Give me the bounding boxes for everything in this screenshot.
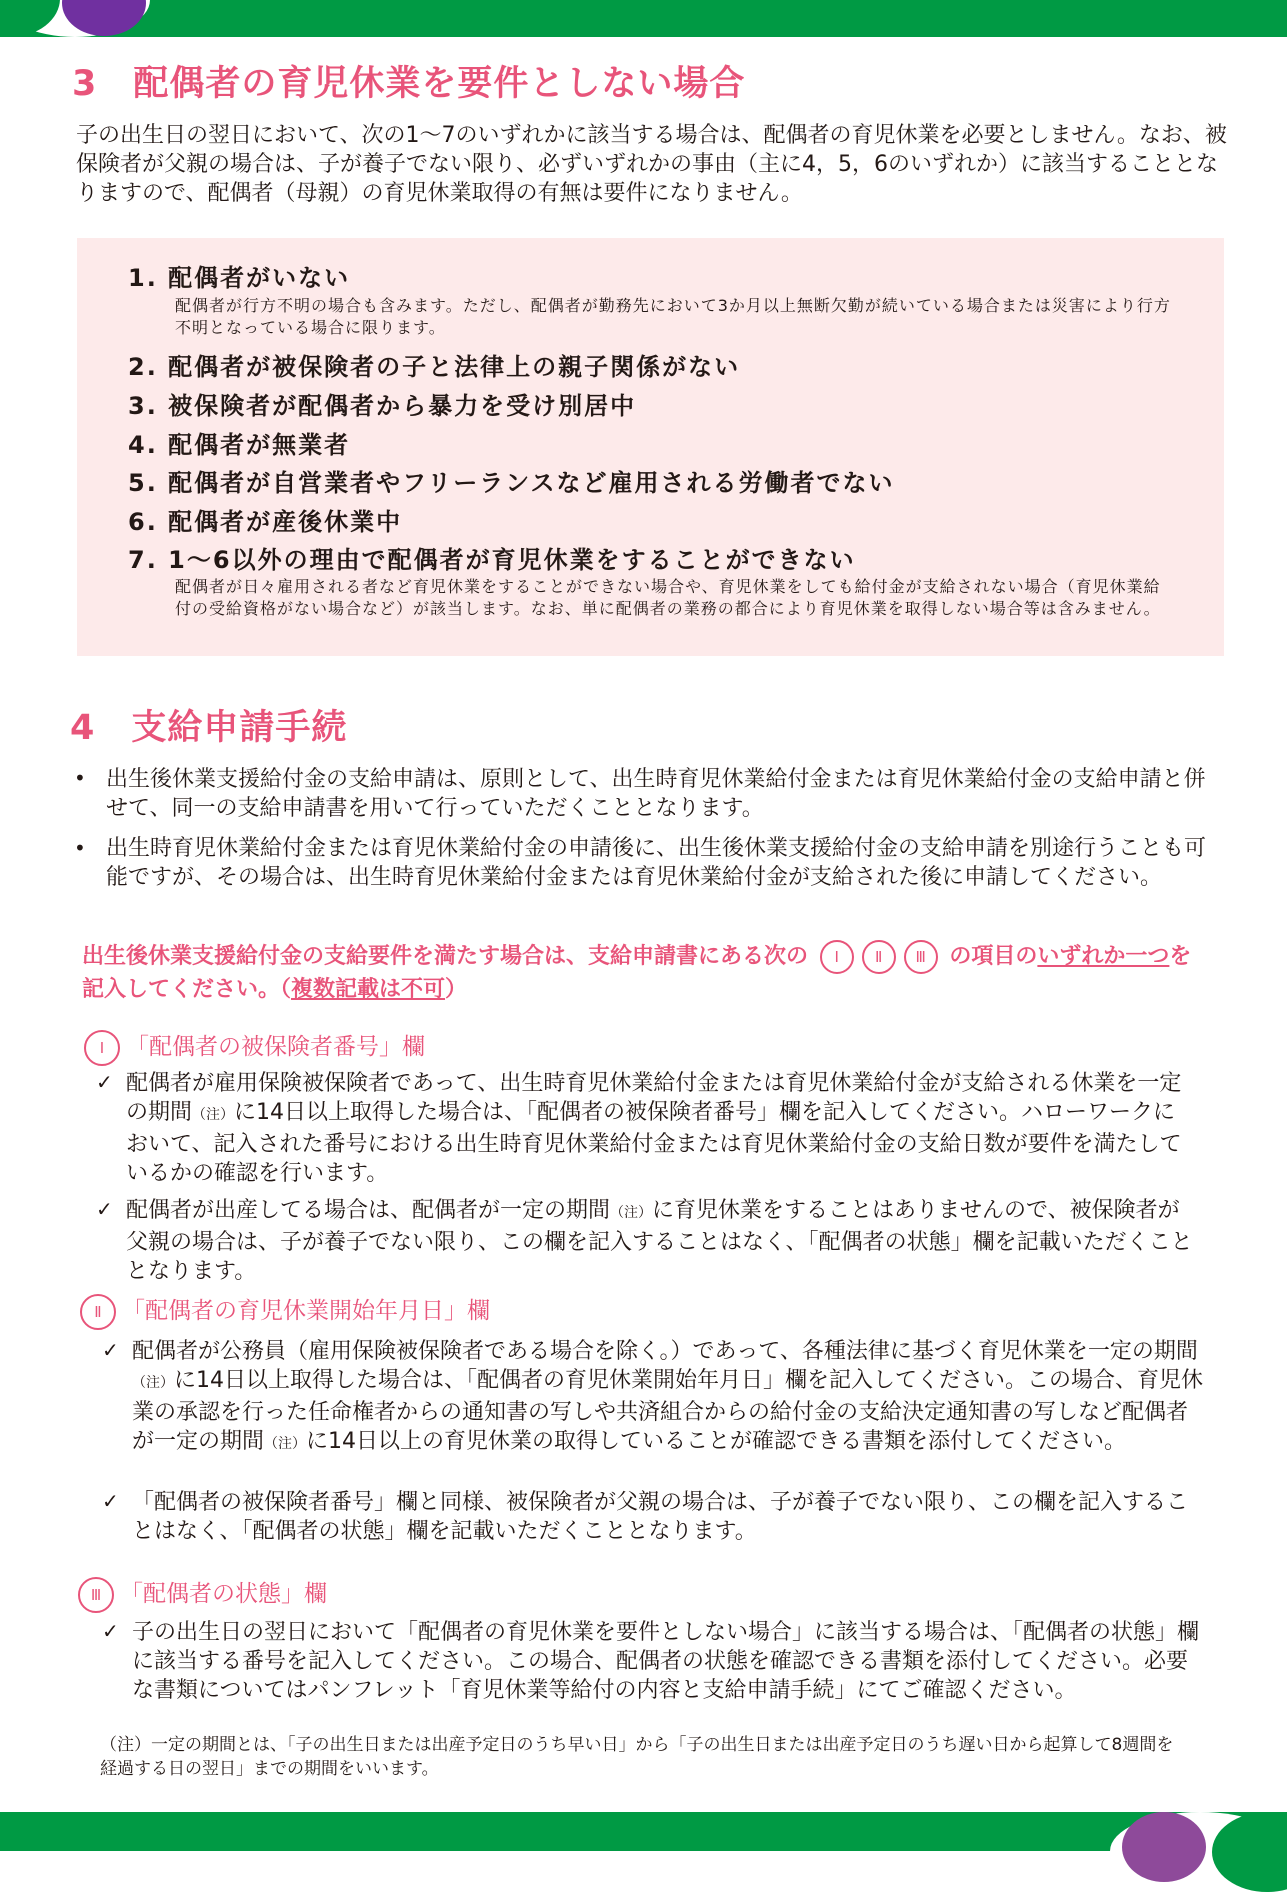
subsection-1-heading [84, 1028, 425, 1066]
checkmark-icon: ✓ [102, 1338, 119, 1362]
notice-underlined: 複数記載は不可 [291, 977, 446, 1002]
subsection-2-heading [80, 1292, 490, 1330]
condition-note: 配偶者が行方不明の場合も含みます。ただし、配偶者が勤務先において3か月以上無断欠勤が続いている場合または災害により行方不明となっている場合に限ります。 [175, 296, 1171, 337]
condition-item: 5. 配偶者が自営業者やフリーランスなど雇用される労働者でない [128, 469, 895, 497]
condition-item: 1. 配偶者がいない [128, 264, 351, 292]
check-text: 配偶者が出産してる場合は、配偶者が一定の期間（注）に育児休業をすることはありませんので、被保険者が父親の場合は、子が養子でない限り、この欄を記入することはなく、「配偶者の状態」欄を記載いただくこととなります。 [126, 1198, 1193, 1284]
notice-part: を記入してください。（ [82, 944, 1192, 1002]
footnote: （注）一定の期間とは、「子の出生日または出産予定日のうち早い日」から「子の出生日または出産予定日のうち遅い日から起算して8週間を経過する日の翌日」までの期間をいいます。 [100, 1735, 1174, 1779]
subsection-title: 「配偶者の状態」欄 [120, 1581, 327, 1607]
bullet-icon: • [74, 766, 86, 790]
top-banner [0, 0, 1287, 37]
checkmark-icon: ✓ [96, 1197, 113, 1221]
check-text: 「配偶者の被保険者番号」欄と同様、被保険者が父親の場合は、子が養子でない限り、この欄を記入することはなく、「配偶者の状態」欄を記載いただくこととなります。 [132, 1490, 1189, 1544]
notice-part: 出生後休業支援給付金の支給要件を満たす場合は、支給申請書にある次の [82, 944, 809, 969]
numeral-3-icon: Ⅲ [78, 1577, 114, 1613]
subsection-title: 「配偶者の育児休業開始年月日」欄 [122, 1298, 490, 1324]
check-text: 配偶者が公務員（雇用保険被保険者である場合を除く。）であって、各種法律に基づく育児休業を一定の期間（注）に14日以上取得した場合は、「配偶者の育児休業開始年月日」欄を記入してください。この場合、育児休業の承認を行った任命権者からの通知書の写しや共済組合からの給付金の支給決定通知書の写しなど配偶者が一定の期間（注）に14日以上の育児休業の取得していることが確認できる書類を添付してください。 [132, 1339, 1203, 1454]
notice-part: の項目の [949, 944, 1038, 969]
bullet-text: 出生後休業支援給付金の支給申請は、原則として、出生時育児休業給付金または育児休業給付金の支給申請と併せて、同一の支給申請書を用いて行っていただくこととなります。 [106, 767, 1206, 821]
section3-intro: 子の出生日の翌日において、次の1～7のいずれかに該当する場合は、配偶者の育児休業を必要としません。なお、被保険者が父親の場合は、子が養子でない限り、必ずいずれかの事由（主に4，5，6のいずれか）に該当することとなりますので、配偶者（母親）の育児休業取得の有無は要件になりません。 [76, 123, 1227, 206]
numeral-3-icon: Ⅲ [904, 940, 938, 974]
section3-heading: 3 配偶者の育児休業を要件としない場合 [72, 64, 746, 104]
section4-heading: 4 支給申請手続 [70, 708, 348, 748]
numeral-2-icon: Ⅱ [80, 1294, 116, 1330]
condition-item: 3. 被保険者が配偶者から暴力を受け別居中 [128, 392, 637, 420]
subsection-title: 「配偶者の被保険者番号」欄 [126, 1034, 425, 1060]
condition-note: 配偶者が日々雇用される者など育児休業をすることができない場合や、育児休業をしても給付金が支給されない場合（育児休業給付の受給資格がない場合など）が該当します。なお、単に配偶者の業務の都合により育児休業を取得しない場合等は含みません。 [175, 577, 1161, 618]
condition-item: 6. 配偶者が産後休業中 [128, 508, 403, 536]
numeral-2-icon: Ⅱ [862, 940, 896, 974]
notice-underlined: いずれか一つ [1037, 944, 1170, 969]
bullet-text: 出生時育児休業給付金または育児休業給付金の申請後に、出生後休業支援給付金の支給申請を別途行うことも可能ですが、その場合は、出生時育児休業給付金または育児休業給付金が支給された後に申請してください。 [106, 836, 1207, 890]
subsection-3-heading [78, 1575, 327, 1613]
condition-item: 7. 1～6以外の理由で配偶者が育児休業をすることができない [128, 546, 856, 574]
purple-circle-decoration [1122, 1812, 1206, 1882]
numeral-1-icon: Ⅰ [84, 1030, 120, 1066]
condition-item: 4. 配偶者が無業者 [128, 431, 351, 459]
notice-part: ） [445, 977, 468, 1002]
bottom-banner [0, 1812, 1287, 1851]
check-text: 配偶者が雇用保険被保険者であって、出生時育児休業給付金または育児休業給付金が支給される休業を一定の期間（注）に14日以上取得した場合は、「配偶者の被保険者番号」欄を記入してください。ハローワークにおいて、記入された番号における出生時育児休業給付金または育児休業給付金の支給日数が要件を満たしているかの確認を行います。 [126, 1071, 1182, 1186]
bullet-icon: • [74, 836, 86, 860]
notice-text [82, 940, 1212, 1005]
checkmark-icon: ✓ [102, 1489, 119, 1513]
numeral-1-icon: Ⅰ [820, 940, 854, 974]
condition-item: 2. 配偶者が被保険者の子と法律上の親子関係がない [128, 353, 741, 381]
checkmark-icon: ✓ [96, 1070, 113, 1094]
checkmark-icon: ✓ [102, 1619, 119, 1643]
check-text: 子の出生日の翌日において「配偶者の育児休業を要件としない場合」に該当する場合は、「配偶者の状態」欄に該当する番号を記入してください。この場合、配偶者の状態を確認できる書類を添付してください。必要な書類についてはパンフレット「育児休業等給付の内容と支給申請手続」にてご確認ください。 [132, 1620, 1200, 1703]
